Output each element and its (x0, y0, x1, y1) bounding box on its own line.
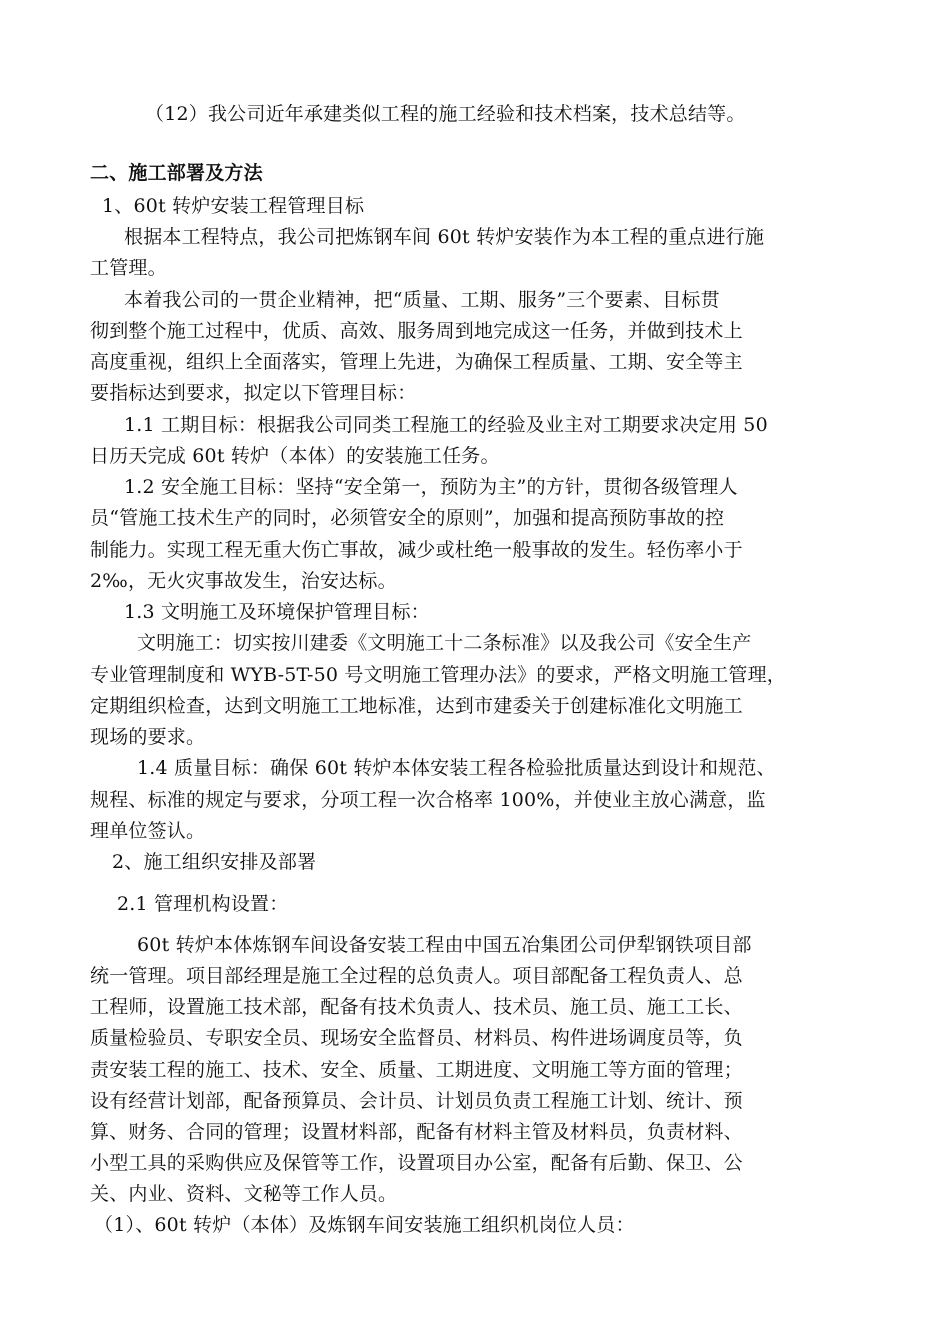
paragraph-line: 根据本工程特点，我公司把炼钢车间 60t 转炉安装作为本工程的重点进行施 (124, 226, 765, 248)
subsection-2-title: 2、施工组织安排及部署 (112, 851, 317, 873)
goal-1-2-line: 1.2 安全施工目标：坚持“安全第一，预防为主”的方针，贯彻各级管理人 (124, 476, 738, 498)
subsection-2-1-title: 2.1 管理机构设置： (117, 893, 289, 915)
goal-1-4-line: 规程、标准的规定与要求，分项工程一次合格率 100%，并使业主放心满意，监 (90, 789, 766, 811)
paragraph-line: 高度重视，组织上全面落实，管理上先进，为确保工程质量、工期、安全等主 (90, 351, 743, 373)
paragraph-line: 60t 转炉本体炼钢车间设备安装工程由中国五冶集团公司伊犁钢铁项目部 (137, 934, 752, 956)
paragraph-line: 彻到整个施工过程中，优质、高效、服务周到地完成这一任务，并做到技术上 (90, 320, 743, 342)
paragraph-line: 统一管理。项目部经理是施工全过程的总负责人。项目部配备工程负责人、总 (90, 965, 743, 987)
paragraph-line: 设有经营计划部，配备预算员、会计员、计划员负责工程施工计划、统计、预 (90, 1090, 743, 1112)
goal-1-3-line: 定期组织检查，达到文明施工工地标准，达到市建委关于创建标准化文明施工 (90, 695, 743, 717)
item-12-line: （12）我公司近年承建类似工程的施工经验和技术档案，技术总结等。 (145, 103, 746, 125)
goal-1-2-line: 2‰，无火灾事故发生，治安达标。 (90, 570, 397, 592)
goal-1-1-line: 日历天完成 60t 转炉（本体）的安装施工任务。 (90, 445, 500, 467)
paragraph-line: 算、财务、合同的管理；设置材料部，配备有材料主管及材料员，负责材料、 (90, 1121, 743, 1143)
paragraph-line: 质量检验员、专职安全员、现场安全监督员、材料员、构件进场调度员等，负 (90, 1027, 743, 1049)
goal-1-3-line: 文明施工：切实按川建委《文明施工十二条标准》以及我公司《安全生产 (137, 632, 752, 654)
paragraph-line: 工管理。 (90, 257, 167, 279)
paragraph-line: 本着我公司的一贯企业精神，把“质量、工期、服务”三个要素、目标贯 (124, 289, 720, 311)
paragraph-line: 要指标达到要求，拟定以下管理目标： (90, 382, 417, 404)
goal-1-2-line: 制能力。实现工程无重大伤亡事故，减少或杜绝一般事故的发生。轻伤率小于 (90, 539, 743, 561)
section-heading: 二、施工部署及方法 (90, 162, 263, 184)
item-1-title: （1）、60t 转炉（本体）及炼钢车间安装施工组织机岗位人员： (94, 1214, 635, 1236)
goal-1-3-line: 现场的要求。 (90, 726, 206, 748)
subsection-1-title: 1、60t 转炉安装工程管理目标 (102, 195, 365, 217)
goal-1-3-line: 专业管理制度和 WYB-5T-50 号文明施工管理办法》的要求，严格文明施工管理， (90, 664, 786, 686)
goal-1-3-title: 1.3 文明施工及环境保护管理目标： (124, 601, 430, 623)
goal-1-4-line: 1.4 质量目标：确保 60t 转炉本体安装工程各检验批质量达到设计和规范、 (137, 757, 776, 779)
paragraph-line: 工程师，设置施工技术部，配备有技术负责人、技术员、施工员、施工工长、 (90, 996, 743, 1018)
paragraph-line: 责安装工程的施工、技术、安全、质量、工期进度、文明施工等方面的管理； (90, 1059, 743, 1081)
goal-1-1-line: 1.1 工期目标：根据我公司同类工程施工的经验及业主对工期要求决定用 50 (124, 414, 768, 436)
goal-1-2-line: 员“管施工技术生产的同时，必须管安全的原则”，加强和提高预防事故的控 (90, 507, 725, 529)
paragraph-line: 小型工具的采购供应及保管等工作，设置项目办公室，配备有后勤、保卫、公 (90, 1152, 743, 1174)
goal-1-4-line: 理单位签认。 (90, 820, 206, 842)
paragraph-line: 关、内业、资料、文秘等工作人员。 (90, 1183, 398, 1205)
